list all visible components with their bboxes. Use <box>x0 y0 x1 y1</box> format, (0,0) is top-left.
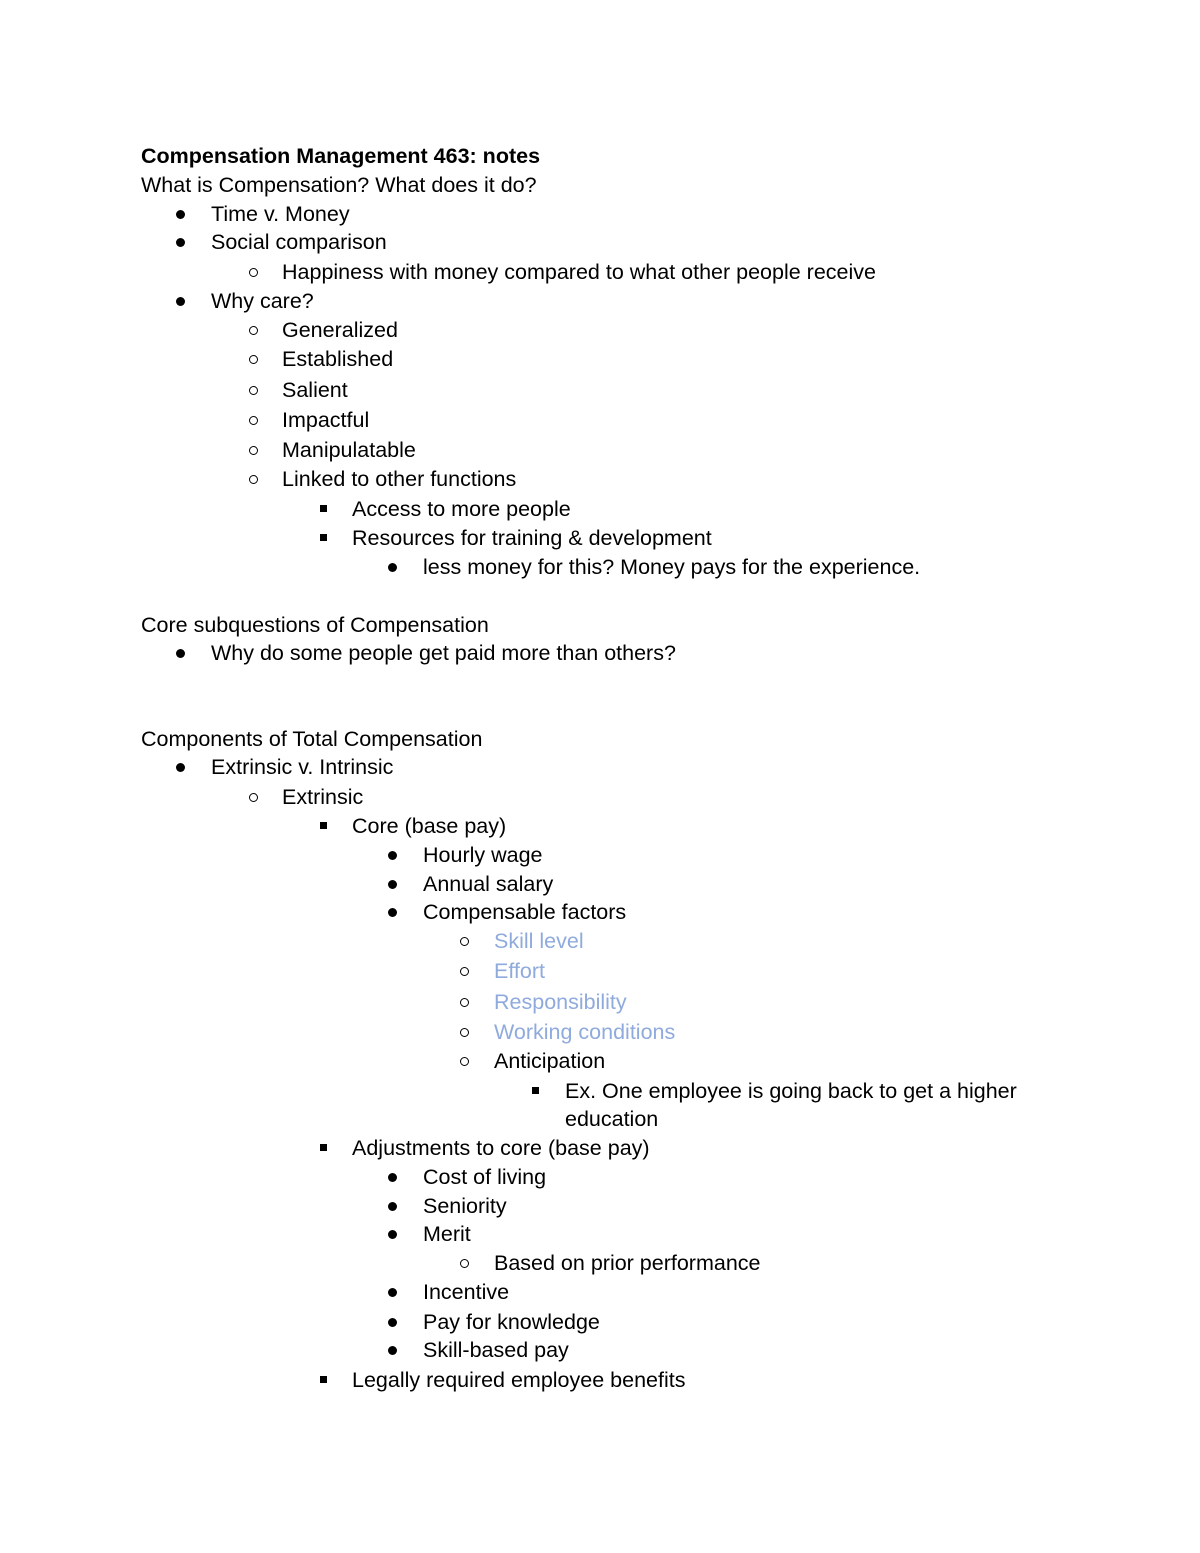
list-item: Cost of living <box>423 1165 547 1189</box>
bullet-circle-icon <box>249 258 259 286</box>
section-heading: Components of Total Compensation <box>141 727 483 751</box>
bullet-circle-icon <box>460 957 470 985</box>
bullet-disc-icon <box>388 1308 398 1336</box>
bullet-circle-icon <box>249 316 259 344</box>
list-item: Effort <box>494 959 545 983</box>
bullet-disc-icon <box>388 1220 398 1248</box>
list-item: Responsibility <box>494 990 627 1014</box>
list-item: Seniority <box>423 1194 507 1218</box>
bullet-circle-icon <box>460 1249 470 1277</box>
bullet-disc-icon <box>176 287 186 315</box>
list-item: Working conditions <box>494 1020 676 1044</box>
list-item: Incentive <box>423 1280 510 1304</box>
list-item: Salient <box>282 378 348 402</box>
bullet-disc-icon <box>176 753 186 781</box>
bullet-disc-icon <box>388 870 398 898</box>
bullet-circle-icon <box>249 465 259 493</box>
bullet-square-icon <box>320 524 328 552</box>
bullet-circle-icon <box>249 406 259 434</box>
list-item: Core (base pay) <box>352 814 507 838</box>
bullet-square-icon <box>532 1077 540 1105</box>
bullet-square-icon <box>320 812 328 840</box>
bullet-disc-icon <box>388 841 398 869</box>
bullet-disc-icon <box>176 200 186 228</box>
bullet-disc-icon <box>176 228 186 256</box>
bullet-disc-icon <box>388 1278 398 1306</box>
list-item: Happiness with money compared to what other people receive <box>282 260 876 284</box>
list-item: Merit <box>423 1222 471 1246</box>
bullet-circle-icon <box>460 927 470 955</box>
list-item-continuation: education <box>565 1107 659 1131</box>
bullet-square-icon <box>320 1366 328 1394</box>
list-item: Linked to other functions <box>282 467 517 491</box>
bullet-disc-icon <box>176 639 186 667</box>
bullet-square-icon <box>320 1134 328 1162</box>
list-item: Compensable factors <box>423 900 627 924</box>
bullet-square-icon <box>320 495 328 523</box>
bullet-disc-icon <box>388 1336 398 1364</box>
bullet-circle-icon <box>460 988 470 1016</box>
list-item: Extrinsic v. Intrinsic <box>211 755 394 779</box>
list-item: Skill-based pay <box>423 1338 569 1362</box>
list-item: Manipulatable <box>282 438 416 462</box>
list-item: Annual salary <box>423 872 554 896</box>
list-item: Access to more people <box>352 497 571 521</box>
list-item: Hourly wage <box>423 843 543 867</box>
list-item: Anticipation <box>494 1049 606 1073</box>
bullet-circle-icon <box>249 345 259 373</box>
list-item: Skill level <box>494 929 584 953</box>
section-heading: What is Compensation? What does it do? <box>141 173 537 197</box>
list-item: Social comparison <box>211 230 387 254</box>
list-item: Pay for knowledge <box>423 1310 600 1334</box>
bullet-disc-icon <box>388 553 398 581</box>
section-heading: Core subquestions of Compensation <box>141 613 489 637</box>
bullet-circle-icon <box>249 376 259 404</box>
list-item: Why care? <box>211 289 314 313</box>
list-item: Established <box>282 347 394 371</box>
bullet-circle-icon <box>460 1018 470 1046</box>
list-item: Legally required employee benefits <box>352 1368 686 1392</box>
bullet-disc-icon <box>388 898 398 926</box>
bullet-circle-icon <box>249 436 259 464</box>
list-item: Why do some people get paid more than others? <box>211 641 676 665</box>
list-item: less money for this? Money pays for the experience. <box>423 555 921 579</box>
list-item: Based on prior performance <box>494 1251 761 1275</box>
list-item: Time v. Money <box>211 202 350 226</box>
bullet-circle-icon <box>249 783 259 811</box>
bullet-disc-icon <box>388 1163 398 1191</box>
list-item: Adjustments to core (base pay) <box>352 1136 650 1160</box>
list-item: Resources for training & development <box>352 526 712 550</box>
list-item: Generalized <box>282 318 398 342</box>
bullet-disc-icon <box>388 1192 398 1220</box>
list-item: Ex. One employee is going back to get a higher <box>565 1079 1017 1103</box>
list-item: Extrinsic <box>282 785 364 809</box>
document-title: Compensation Management 463: notes <box>141 144 541 168</box>
bullet-circle-icon <box>460 1047 470 1075</box>
list-item: Impactful <box>282 408 370 432</box>
